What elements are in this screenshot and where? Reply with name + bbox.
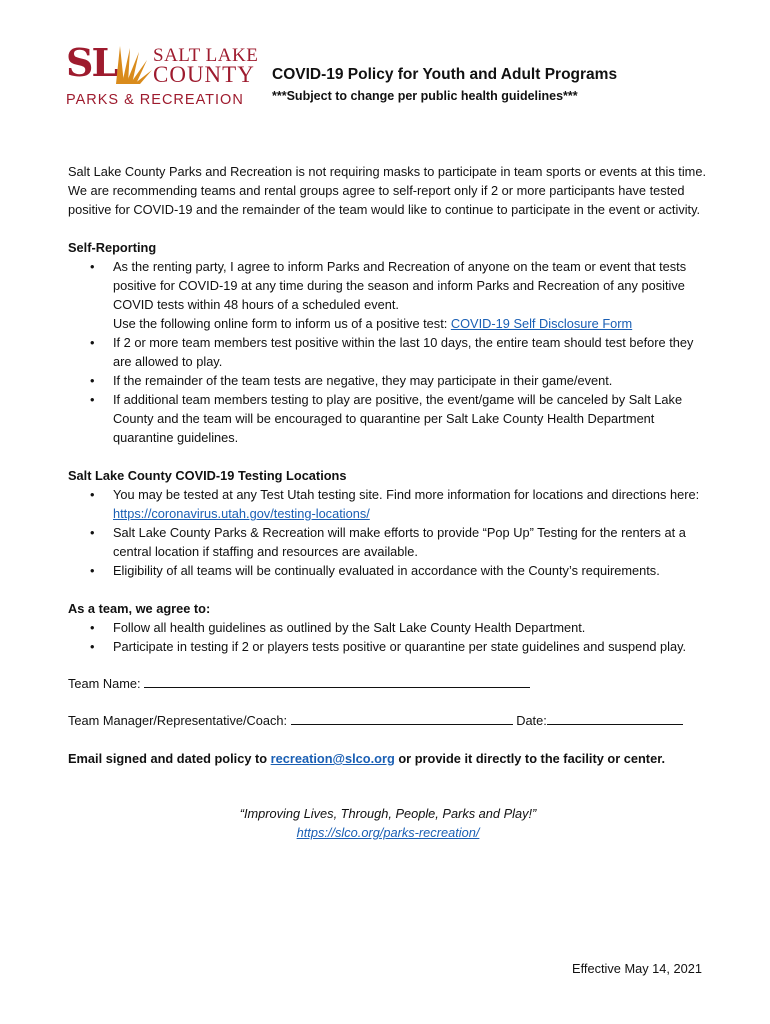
page-title: COVID-19 Policy for Youth and Adult Programs [272, 66, 618, 83]
bullet-icon: • [90, 392, 95, 407]
self-reporting-section [68, 238, 708, 447]
list-item-text: You may be tested at any Test Utah testing site. Find more information for locations and directions here: [113, 487, 700, 502]
list-item [68, 618, 708, 637]
intro-paragraph: Salt Lake County Parks and Recreation is not requiring masks to participate in team sports or events at this time. We are recommending teams and rental groups agree to self-report only if 2 or more participants have tested positive for COVID-19 and the remainder of the team would like to continue to participate in the event or activity. [68, 164, 707, 217]
list-item-text: Use the following online form to inform us of a positive test: [113, 316, 451, 331]
bullet-icon: • [90, 563, 95, 578]
list-item-text: If the remainder of the team tests are negative, they may participate in their game/event. [113, 373, 613, 388]
bullet-icon: • [90, 639, 95, 654]
motto-text: “Improving Lives, Through, People, Parks and Play!” [239, 806, 537, 821]
manager-label: Team Manager/Representative/Coach: [68, 713, 291, 728]
effective-date: Effective May 14, 2021 [572, 961, 702, 976]
list-item [68, 257, 708, 333]
manager-field[interactable] [291, 710, 513, 725]
testing-list [68, 485, 708, 580]
email-link[interactable]: recreation@slco.org [270, 751, 395, 766]
email-instruction [68, 749, 708, 768]
list-item-text: Eligibility of all teams will be continually evaluated in accordance with the County’s requirements. [113, 563, 660, 578]
footer-motto-block [68, 804, 708, 842]
list-item [68, 485, 708, 523]
list-item [68, 371, 708, 390]
logo-county: COUNTY [153, 62, 255, 87]
bullet-icon: • [90, 259, 95, 274]
list-item-text: As the renting party, I agree to inform Parks and Recreation of anyone on the team or event that tests positive for COVID-19 at any time during the season and inform Parks and Recreation of any positive COVID tests within 48 hours of a scheduled event. [113, 259, 687, 312]
testing-heading: Salt Lake County COVID-19 Testing Locations [68, 468, 347, 483]
list-item-text: If 2 or more team members test positive within the last 10 days, the entire team should test before they are allowed to play. [113, 335, 694, 369]
email-suffix: or provide it directly to the facility or center. [394, 751, 666, 766]
self-reporting-list [68, 257, 708, 447]
date-field[interactable] [547, 710, 683, 725]
self-reporting-heading: Self-Reporting [68, 240, 157, 255]
agreement-section [68, 599, 708, 656]
logo-sl-mark: SL [66, 40, 117, 85]
team-name-row [68, 673, 708, 693]
list-item [68, 523, 708, 561]
date-label: Date: [512, 713, 547, 728]
testing-locations-link[interactable]: https://coronavirus.utah.gov/testing-locations/ [113, 506, 370, 521]
agreement-list [68, 618, 708, 656]
list-item-text: Follow all health guidelines as outlined by the Salt Lake County Health Department. [113, 620, 586, 635]
manager-row [68, 710, 708, 730]
team-name-label: Team Name: [68, 676, 145, 691]
list-item-text: If additional team members testing to play are positive, the event/game will be canceled by Salt Lake County and the team will be encouraged to quarantine per Salt Lake County Health Department quarantine guidelines. [113, 392, 683, 445]
bullet-icon: • [90, 620, 95, 635]
testing-section [68, 466, 708, 580]
logo-salt-lake: SALT LAKE [153, 45, 259, 66]
list-item-text: Salt Lake County Parks & Recreation will make efforts to provide “Pop Up” Testing for the renters at a central location if staffing and resources are available. [113, 525, 686, 559]
self-disclosure-form-link[interactable]: COVID-19 Self Disclosure Form [450, 316, 633, 331]
team-name-field[interactable] [144, 673, 530, 688]
list-item [68, 390, 708, 447]
bullet-icon: • [90, 373, 95, 388]
logo-parks-recreation: PARKS & RECREATION [66, 92, 244, 108]
county-logo [66, 42, 266, 112]
bullet-icon: • [90, 487, 95, 502]
sunburst-icon [114, 44, 154, 86]
bullet-icon: • [90, 335, 95, 350]
agreement-heading: As a team, we agree to: [68, 601, 211, 616]
bullet-icon: • [90, 525, 95, 540]
list-item-text: Participate in testing if 2 or players tests positive or quarantine per state guidelines and suspend play. [113, 639, 687, 654]
email-prefix: Email signed and dated policy to [68, 751, 271, 766]
parks-recreation-link[interactable]: https://slco.org/parks-recreation/ [296, 825, 480, 840]
list-item [68, 333, 708, 371]
policy-body [68, 162, 708, 842]
page-subtitle: ***Subject to change per public health guidelines*** [272, 89, 578, 103]
list-item [68, 561, 708, 580]
list-item [68, 637, 708, 656]
